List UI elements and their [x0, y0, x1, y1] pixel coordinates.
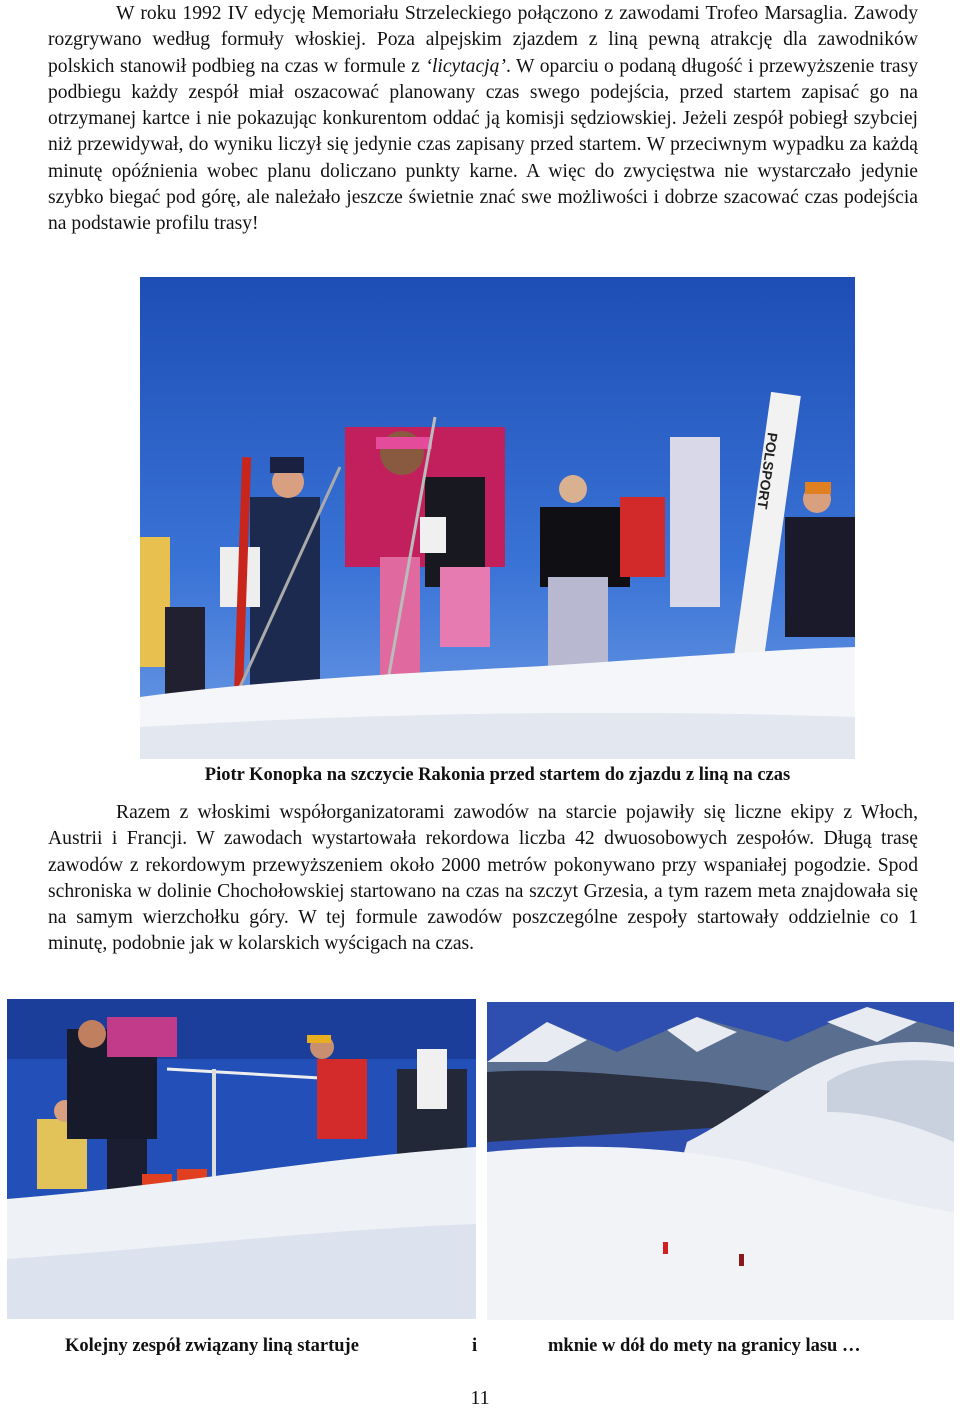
page-number: 11 — [470, 1387, 490, 1409]
caption-bottom-mid: i — [472, 1336, 478, 1356]
caption-bottom-left: Kolejny zespół związany liną startuje — [65, 1336, 359, 1356]
photo-summit-rakon — [140, 277, 855, 759]
caption-photo1: Piotr Konopka na szczycie Rakonia przed startem do zjazdu z liną na czas — [204, 765, 791, 785]
photo-team-start — [7, 999, 476, 1319]
emphasis-licytacja: ‘licytacją’ — [425, 55, 506, 77]
paragraph-intro: W roku 1992 IV edycję Memoriału Strzeleckiego połączono z zawodami Trofeo Marsaglia. Zawody rozgrywano według formuły włoskiej. Poza alpejskim zjazdem z liną pewną atrakcję dla zawodników polskich stanowił podbieg na czas w formule z ‘licytacją’. W oparciu o podaną długość i przewyższenie trasy podbiegu każdy zespół miał oszacować planowany czas swego podejścia, przed startem zapisać go na otrzymanej kartce i nie pokazując konkurentom oddać ją komisji sędziowskiej. Jeżeli zespół pobiegł szybciej niż przewidywał, do wyniku liczył się jedynie czas zapisany przed startem. W przeciwnym wypadku za każdą minutę opóźnienia wobec planu doliczano punkty karne. A więc do zwycięstwa nie wystarczało jedynie szybko biegać pod górę, ale należało jeszcze świetnie znać swe możliwości i dobrze szacować czas podejścia na podstawie profilu trasy! — [48, 3, 918, 235]
photo-descent-valley — [487, 1002, 954, 1320]
paragraph-race: Razem z włoskimi współorganizatorami zawodów na starcie pojawiły się liczne ekipy z Włoch, Austrii i Francji. W zawodach wystartowała rekordowa liczba 42 dwuosobowych zespołów. Długą trasę zawodów z rekordowym przewyższeniem około 2000 metrów pokonywano przy wspaniałej pogodzie. Spod schroniska w dolinie Chochołowskiej startowano na czas na szczyt Grzesia, a tym razem meta znajdowała się na samym wierzchołku góry. W tej formule zawodów poszczególne zespoły startowały oddzielnie co 1 minutę, podobnie jak w kolarskich wyścigach na czas. — [48, 802, 918, 955]
caption-bottom-right: mknie w dół do mety na granicy lasu … — [548, 1336, 861, 1356]
ski-lettering: POLSPORT — [754, 431, 781, 511]
